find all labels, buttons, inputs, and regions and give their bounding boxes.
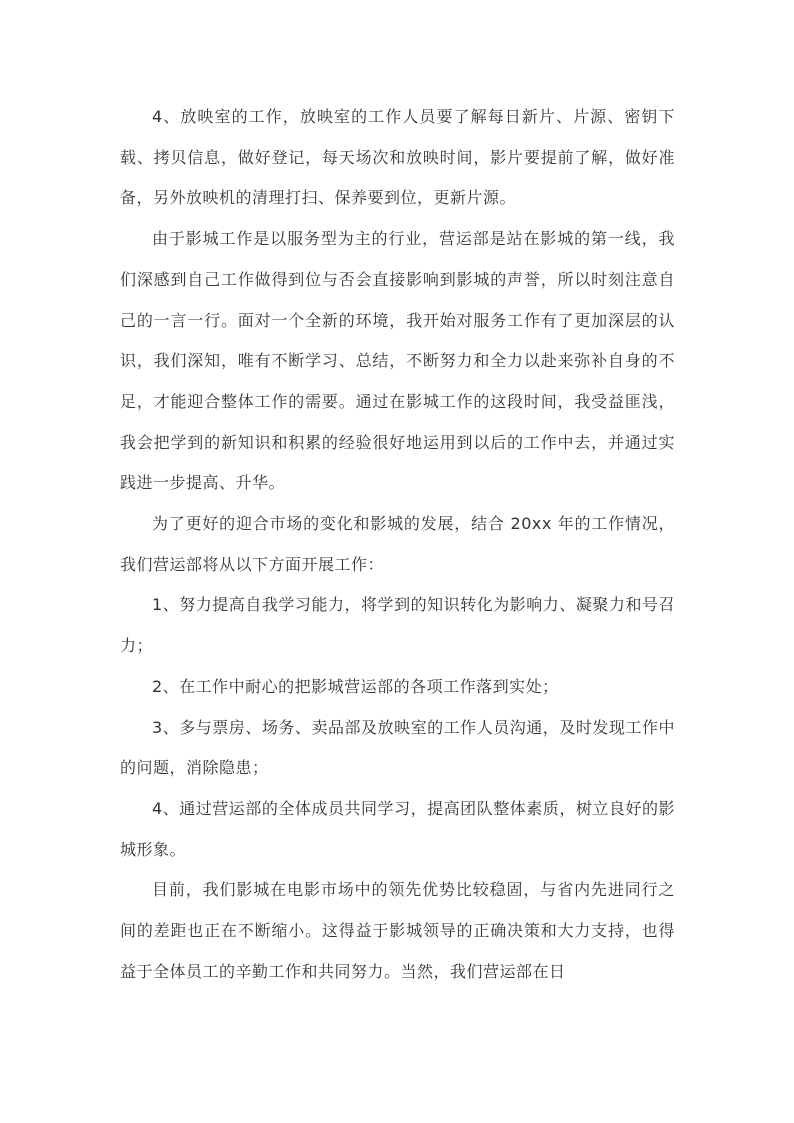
paragraph-plan-item-2: 2、在工作中耐心的把影城营运部的各项工作落到实处； [152,676,559,696]
paragraph-plan-item-4: 4、通过营运部的全体成员共同学习，提高团队整体素质，树立良好的影城形象。 [120,798,675,859]
document-body [120,97,675,992]
paragraph-service-reflection: 由于影城工作是以服务型为主的行业，营运部是站在影城的第一线，我们深感到自己工作做得到位与否会直接影响到影城的声誉，所以时刻注意自己的一言一行。面对一个全新的环境，我开始对服务工作有了更加深层的认识，我们深知，唯有不断学习、总结，不断努力和全力以赴来弥补自身的不足，才能迎合整体工作的需要。通过在影城工作的这段时间，我受益匪浅，我会把学到的新知识和积累的经验很好地运用到以后的工作中去，并通过实践进一步提高、升华。 [120,229,675,493]
paragraph-projection-room: 4、放映室的工作，放映室的工作人员要了解每日新片、片源、密钥下载、拷贝信息，做好登记，每天场次和放映时间，影片要提前了解，做好准备，另外放映机的清理打扫、保养要到位，更新片源。 [120,107,675,208]
paragraph-work-plan-intro: 为了更好的迎合市场的变化和影城的发展，结合 20xx 年的工作情况，我们营运部将从以下方面开展工作： [120,514,675,574]
paragraph-plan-item-1: 1、努力提高自我学习能力，将学到的知识转化为影响力、凝聚力和号召力； [120,595,675,656]
paragraph-plan-item-3: 3、多与票房、场务、卖品部及放映室的工作人员沟通，及时发现工作中的问题，消除隐患； [120,717,675,778]
paragraph-current-status: 目前，我们影城在电影市场中的领先优势比较稳固，与省内先进同行之间的差距也正在不断缩小。这得益于影城领导的正确决策和大力支持，也得益于全体员工的辛勤工作和共同努力。当然，我们营运部在日 [120,880,675,981]
